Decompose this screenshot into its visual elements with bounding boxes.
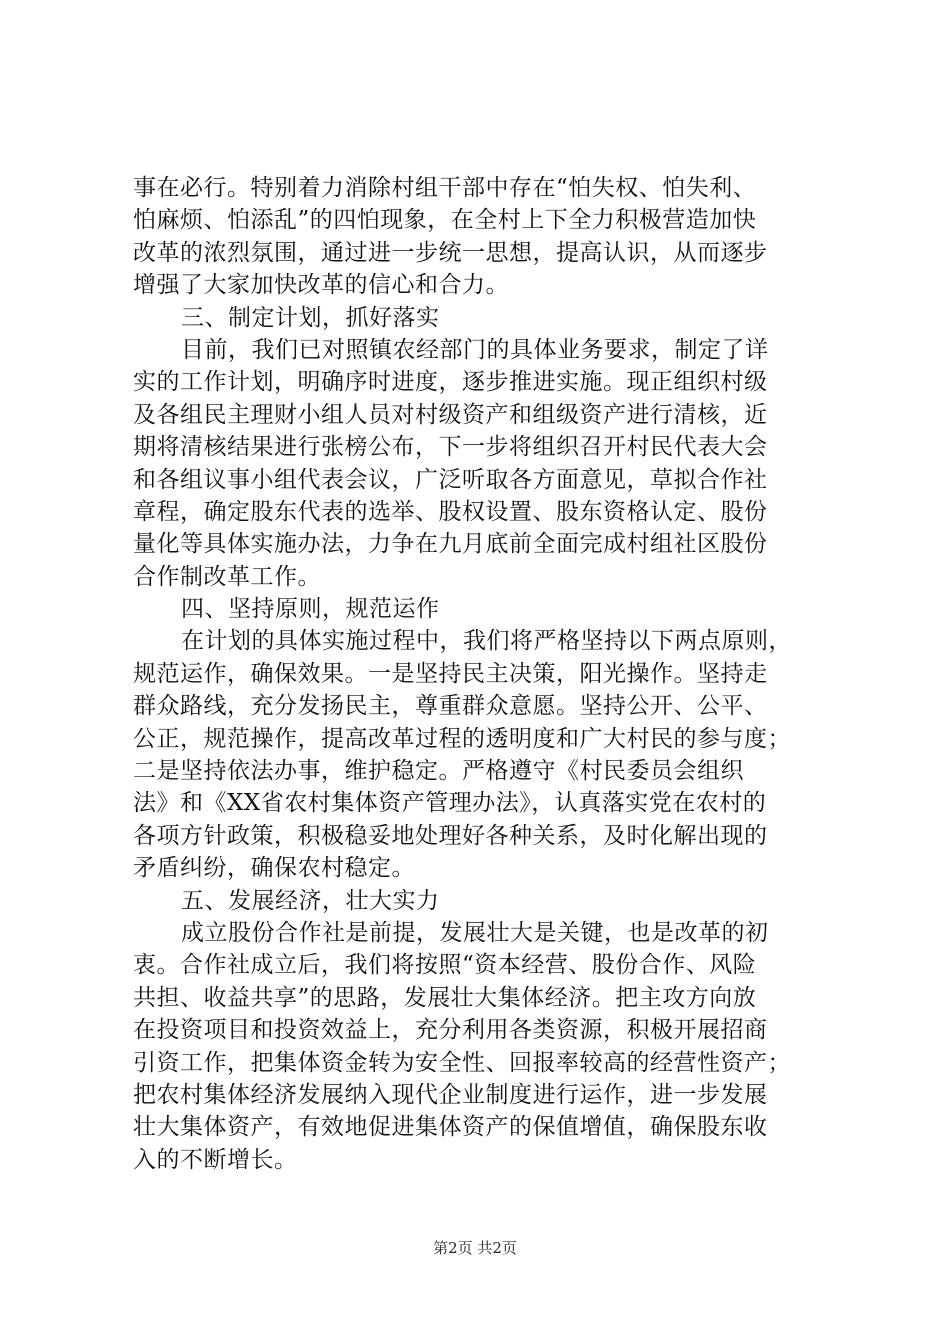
paragraph-line: 合作制改革工作。 [133, 563, 321, 590]
paragraph-line: 在投资项目和投资效益上，充分利用各类资源，积极开展招商 [133, 1017, 768, 1044]
paragraph-line: 章程，确定股东代表的选举、股权设置、股东资格认定、股份 [133, 498, 768, 525]
page-footer [0, 1238, 950, 1258]
paragraph-line: 及各组民主理财小组人员对村级资产和组级资产进行清核，近 [133, 401, 768, 428]
paragraph-line: 把农村集体经济发展纳入现代企业制度进行运作，进一步发展 [133, 1081, 768, 1108]
paragraph-line-indented: 在计划的具体实施过程中，我们将严格坚持以下两点原则， [181, 628, 792, 655]
paragraph-line: 期将清核结果进行张榜公布，下一步将组织召开村民代表大会 [133, 434, 768, 461]
paragraph-line-indented: 三、制定计划，抓好落实 [181, 304, 440, 331]
paragraph-line: 规范运作，确保效果。一是坚持民主决策，阳光操作。坚持走 [133, 660, 768, 687]
paragraph-line: 衷。合作社成立后，我们将按照“资本经营、股份合作、风险 [133, 952, 757, 979]
paragraph-line: 改革的浓烈氛围，通过进一步统一思想，提高认识，从而逐步 [133, 239, 768, 266]
paragraph-line: 和各组议事小组代表会议，广泛听取各方面意见，草拟合作社 [133, 466, 768, 493]
paragraph-line-indented: 四、坚持原则，规范运作 [181, 596, 440, 623]
paragraph-line: 各项方针政策，积极稳妥地处理好各种关系，及时化解出现的 [133, 822, 768, 849]
paragraph-line: 二是坚持依法办事，维护稳定。严格遵守《村民委员会组织 [133, 758, 744, 785]
paragraph-line: 事在必行。特别着力消除村组干部中存在“怕失权、怕失利、 [133, 175, 757, 201]
paragraph-line: 引资工作，把集体资金转为安全性、回报率较高的经营性资产； [133, 1049, 791, 1076]
paragraph-line: 矛盾纠纷，确保农村稳定。 [133, 855, 415, 882]
paragraph-line: 共担、收益共享”的思路，发展壮大集体经济。把主攻方向放 [133, 984, 757, 1011]
page-number-label: 第2页 共2页 [433, 1239, 517, 1257]
paragraph-line: 增强了大家加快改革的信心和合力。 [133, 272, 509, 299]
paragraph-line-indented: 成立股份合作社是前提，发展壮大是关键，也是改革的初 [181, 919, 769, 946]
paragraph-line: 怕麻烦、怕添乱”的四怕现象，在全村上下全力积极营造加快 [133, 207, 757, 234]
document-body [133, 172, 833, 1176]
paragraph-line: 实的工作计划，明确序时进度，逐步推进实施。现正组织村级 [133, 369, 768, 396]
paragraph-line-indented: 目前，我们已对照镇农经部门的具体业务要求，制定了详 [181, 336, 769, 363]
paragraph-line: 群众路线，充分发扬民主，尊重群众意愿。坚持公开、公平、 [133, 693, 768, 720]
paragraph-line-indented: 五、发展经济，壮大实力 [181, 887, 440, 914]
paragraph-line: 壮大集体资产，有效地促进集体资产的保值增值，确保股东收 [133, 1114, 768, 1141]
paragraph-line: 量化等具体实施办法，力争在九月底前全面完成村组社区股份 [133, 531, 768, 558]
paragraph-line: 公正，规范操作，提高改革过程的透明度和广大村民的参与度； [133, 725, 791, 752]
paragraph-line: 入的不断增长。 [133, 1146, 298, 1173]
paragraph-line: 法》和《XX省农村集体资产管理办法》，认真落实党在农村的 [133, 790, 767, 817]
